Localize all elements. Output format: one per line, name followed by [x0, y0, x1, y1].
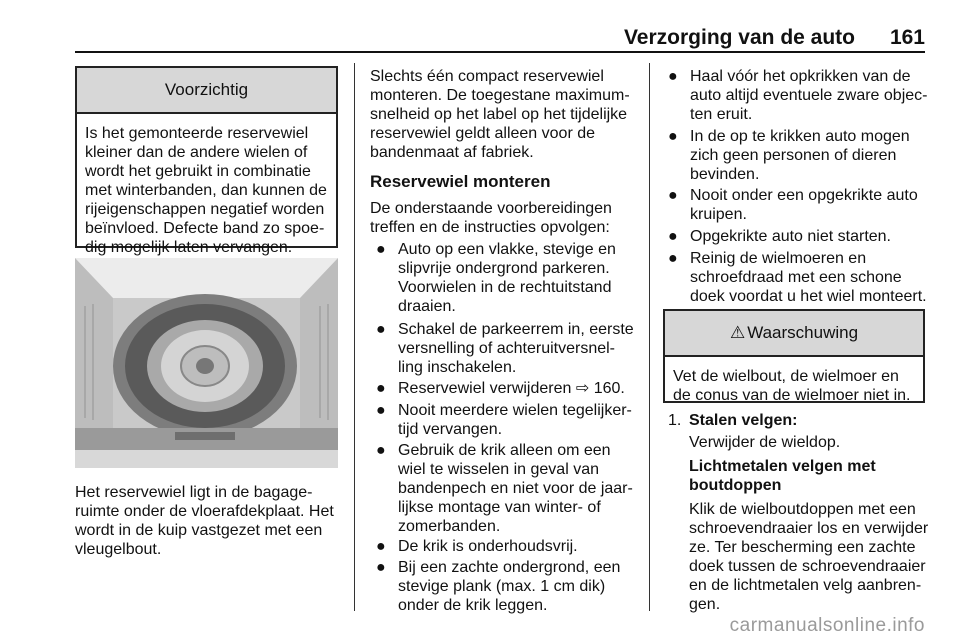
sub-text: Klik de wielboutdoppen met een schroevendraaier los en verwijder ze. Ter bescherming een zachte doek tussen de schroevendraaier en de lichtmetalen velg aanbren-gen. [689, 501, 929, 613]
section-heading: Reservewiel monteren [370, 172, 551, 191]
step-title: Stalen velgen: [689, 412, 798, 429]
lead-paragraph: De onderstaande voorbereidingen treffen en de instructies opvolgen: [370, 200, 612, 236]
column-divider [354, 63, 355, 611]
step-text: Verwijder de wieldop. [689, 434, 841, 451]
watermark: carmanualsonline.info [729, 615, 925, 636]
warning-text: Vet de wielbout, de wielmoer en de conus van de wielmoer niet in. [673, 368, 911, 404]
column-divider [649, 63, 650, 611]
image-caption: Het reservewiel ligt in de bagage-ruimte onder de vloerafdekplaat. Het wordt in de kuip vastgezet met een vleugelbout. [75, 484, 334, 558]
caution-text: Is het gemonteerde reservewiel kleiner dan de andere wielen of wordt het gebruikt in combinatie met winterbanden, dan kunnen de rijeigenschappen negatief worden beïnvloed. Defecte band zo spoe-dig mogelijk laten vervangen. [85, 125, 327, 256]
warning-box [663, 309, 925, 403]
sub-heading: Lichtmetalen velgen met boutdoppen [689, 458, 876, 494]
caution-title: Voorzichtig [77, 68, 336, 114]
warning-title: ⚠ Waarschuwing [665, 311, 923, 357]
intro-paragraph: Slechts één compact reservewiel monteren. De toegestane maximum-snelheid op het label op het tijdelijke reservewiel geldt alleen voor de bandenmaat af fabriek. [370, 68, 630, 161]
caution-box [75, 66, 338, 256]
warning-icon: ⚠ [729, 323, 746, 342]
step-number: 1. [668, 412, 682, 429]
header-rule [75, 51, 925, 53]
spare-wheel-illustration [75, 258, 338, 468]
page-number: 161 [889, 26, 925, 49]
header-title: Verzorging van de auto [623, 26, 855, 49]
page-header [75, 18, 925, 50]
